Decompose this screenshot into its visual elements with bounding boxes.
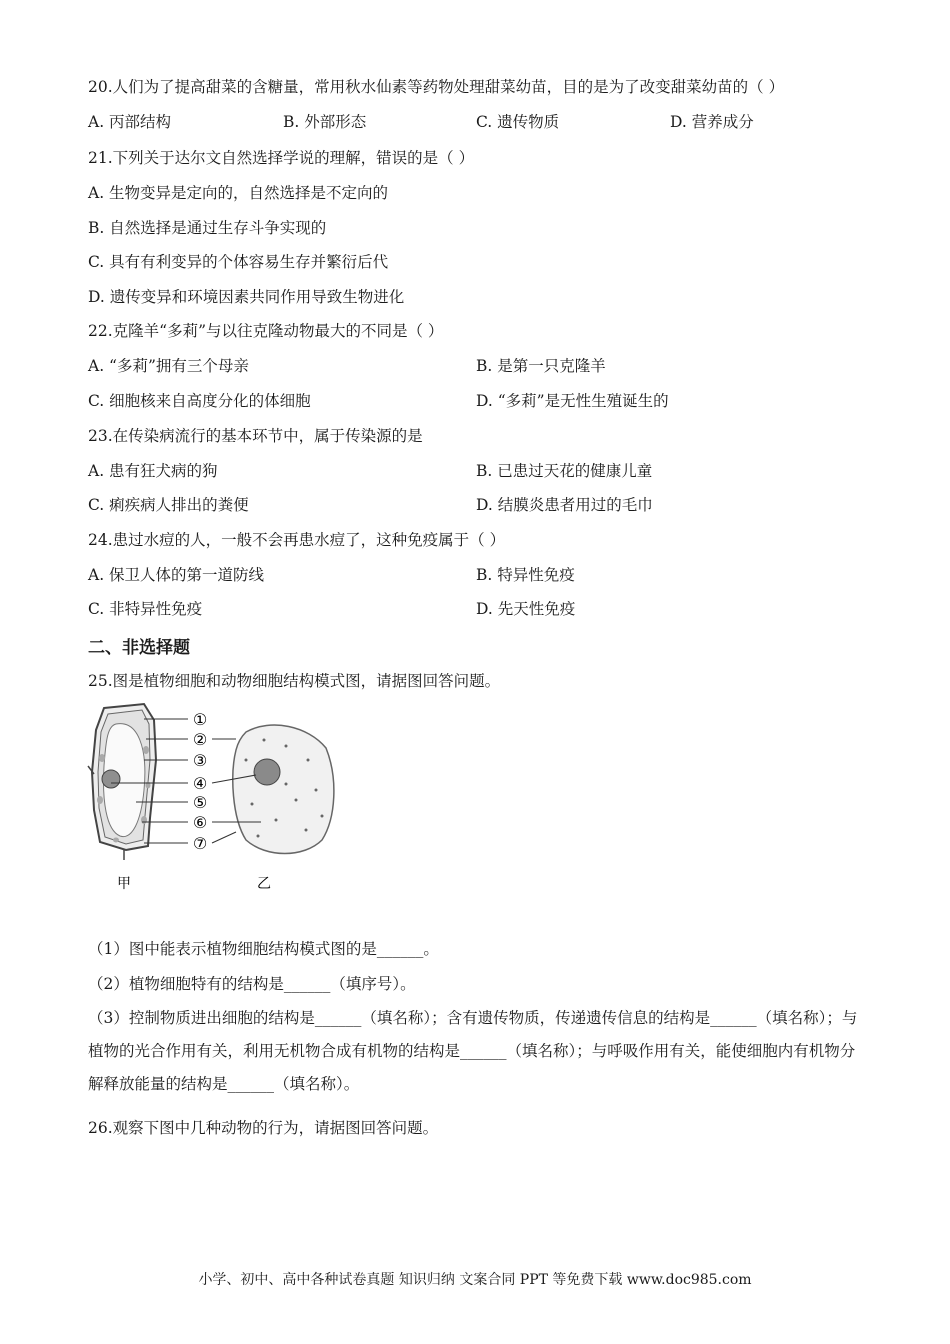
q25-sub2: （2）植物细胞特有的结构是______（填序号）。	[88, 975, 416, 993]
q21-stem: 21.下列关于达尔文自然选择学说的理解，错误的是（ ）	[88, 149, 475, 167]
figure-label-3: ③	[192, 751, 208, 770]
q21-option-c: C. 具有有利变异的个体容易生存并繁衍后代	[88, 253, 389, 271]
q20-stem: 20.人们为了提高甜菜的含糖量，常用秋水仙素等药物处理甜菜幼苗，目的是为了改变甜菜幼苗的（ ）	[88, 78, 785, 96]
q20-option-b: B. 外部形态	[283, 113, 367, 131]
q24-option-c: C. 非特异性免疫	[88, 600, 203, 618]
q23-stem: 23.在传染病流行的基本环节中，属于传染源的是	[88, 427, 423, 445]
cell-structure-figure	[86, 700, 336, 895]
q21-option-d: D. 遗传变异和环境因素共同作用导致生物进化	[88, 288, 405, 306]
q20-option-a: A. 丙部结构	[88, 113, 172, 131]
q23-option-a: A. 患有狂犬病的狗	[88, 462, 218, 480]
q22-option-c: C. 细胞核来自高度分化的体细胞	[88, 392, 311, 410]
caption-yi: 乙	[257, 876, 271, 892]
q25-stem: 25.图是植物细胞和动物细胞结构模式图，请据图回答问题。	[88, 672, 501, 690]
q22-option-b: B. 是第一只克隆羊	[476, 357, 606, 375]
q24-option-d: D. 先天性免疫	[476, 600, 576, 618]
q21-option-b: B. 自然选择是通过生存斗争实现的	[88, 219, 327, 237]
page-footer: 小学、初中、高中各种试卷真题 知识归纳 文案合同 PPT 等免费下载 www.doc985.com	[198, 1272, 752, 1288]
section-title: 二、非选择题	[88, 638, 190, 658]
q26-stem: 26.观察下图中几种动物的行为，请据图回答问题。	[88, 1119, 439, 1137]
figure-label-6: ⑥	[192, 813, 208, 832]
q24-option-b: B. 特异性免疫	[476, 566, 575, 584]
plant-cell	[88, 704, 156, 860]
q23-option-d: D. 结膜炎患者用过的毛巾	[476, 496, 653, 514]
q25-sub1: （1）图中能表示植物细胞结构模式图的是______。	[88, 940, 439, 958]
q23-option-b: B. 已患过天花的健康儿童	[476, 462, 653, 480]
figure-label-7: ⑦	[192, 834, 208, 853]
q22-stem: 22.克隆羊“多莉”与以往克隆动物最大的不同是（ ）	[88, 322, 444, 340]
q24-stem: 24.患过水痘的人，一般不会再患水痘了，这种免疫属于（ ）	[88, 531, 506, 549]
figure-label-2: ②	[192, 730, 208, 749]
q21-option-a: A. 生物变异是定向的，自然选择是不定向的	[88, 184, 389, 202]
q20-option-d: D. 营养成分	[670, 113, 754, 131]
figure-label-5: ⑤	[192, 793, 208, 812]
caption-jia: 甲	[117, 876, 131, 892]
animal-cell	[233, 725, 334, 853]
q25-sub3: （3）控制物质进出细胞的结构是______（填名称）；含有遗传物质，传递遗传信息的结构是______（填名称）；与植物的光合作用有关，利用无机物合成有机物的结构是______（填名称）；与呼吸作用有关，能使细胞内有机物分解释放能量的结构是______（填名称）。	[88, 1009, 858, 1093]
q23-option-c: C. 痢疾病人排出的粪便	[88, 496, 249, 514]
q24-option-a: A. 保卫人体的第一道防线	[88, 566, 265, 584]
q20-option-c: C. 遗传物质	[476, 113, 560, 131]
q22-option-d: D. “多莉”是无性生殖诞生的	[476, 392, 669, 410]
figure-label-1: ①	[192, 710, 208, 729]
figure-label-4: ④	[192, 774, 208, 793]
q22-option-a: A. “多莉”拥有三个母亲	[88, 357, 249, 375]
